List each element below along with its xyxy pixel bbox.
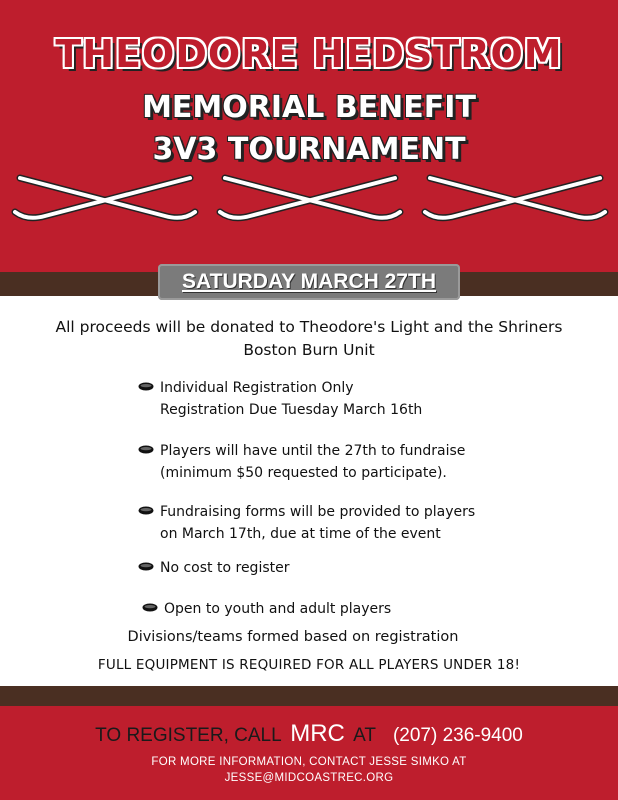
event-subtitle-line2: 3V3 TOURNAMENT	[152, 132, 466, 167]
bullet-line1: Fundraising forms will be provided to players	[160, 504, 476, 520]
phone-number[interactable]: (207) 236-9400	[392, 725, 523, 746]
hockey-puck-icon	[138, 445, 154, 454]
crossed-hockey-sticks-icon	[210, 170, 410, 230]
bullet-line1: Open to youth and adult players	[164, 601, 392, 617]
footer-divider	[0, 686, 618, 706]
contact-info	[0, 754, 618, 786]
bullet-line1: Individual Registration Only	[160, 380, 354, 396]
bullet-line2: (minimum $50 requested to participate).	[160, 465, 447, 481]
bullet-line2: on March 17th, due at time of the event	[160, 526, 441, 542]
register-line	[0, 720, 618, 748]
hockey-puck-icon	[142, 603, 158, 612]
hockey-puck-icon	[138, 562, 154, 571]
proceeds-line1: All proceeds will be donated to Theodore's Light and the Shriners	[55, 318, 563, 336]
crossed-hockey-sticks-icon	[415, 170, 615, 230]
hockey-puck-icon	[138, 382, 154, 391]
event-title: THEODORE HEDSTROM	[55, 32, 563, 76]
crossed-hockey-sticks-icon	[5, 170, 205, 230]
event-subtitle-line1: MEMORIAL BENEFIT	[142, 90, 476, 125]
bullet-line1: No cost to register	[160, 560, 290, 576]
proceeds-statement	[20, 316, 598, 362]
divisions-note: Divisions/teams formed based on registration	[127, 629, 459, 645]
contact-line: FOR MORE INFORMATION, CONTACT JESSE SIMKO AT	[151, 756, 467, 768]
contact-email[interactable]: JESSE@MIDCOASTREC.ORG	[224, 772, 394, 784]
register-prefix: TO REGISTER, CALL	[95, 725, 281, 746]
bullet-line1: Players will have until the 27th to fundraise	[160, 443, 466, 459]
org-name: MRC	[290, 720, 345, 747]
register-at: AT	[353, 725, 376, 746]
equipment-warning: FULL EQUIPMENT IS REQUIRED FOR ALL PLAYERS UNDER 18!	[97, 657, 521, 673]
date-banner: SATURDAY MARCH 27TH	[158, 264, 460, 300]
hockey-puck-icon	[138, 506, 154, 515]
proceeds-line2: Boston Burn Unit	[243, 341, 375, 359]
bullet-line2: Registration Due Tuesday March 16th	[160, 402, 423, 418]
